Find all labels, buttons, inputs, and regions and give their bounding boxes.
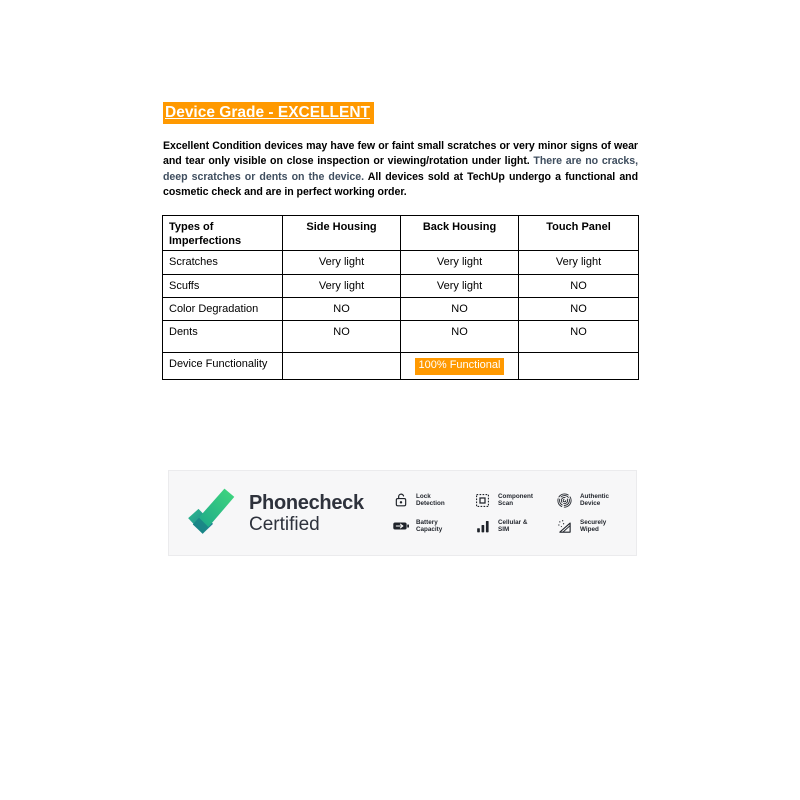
table-cell: NO xyxy=(283,298,401,321)
wipe-icon xyxy=(556,518,573,535)
table-cell xyxy=(283,353,401,380)
phonecheck-brand xyxy=(249,492,364,535)
table-row-scratches xyxy=(163,251,639,275)
component-scan-icon xyxy=(474,492,491,509)
feature-label: Cellular & SIM xyxy=(498,518,528,533)
page-title-text: Device Grade - EXCELLENT xyxy=(163,102,374,124)
table-header-row xyxy=(163,216,639,251)
table-cell: NO xyxy=(519,321,639,353)
description-segment: Excellent Condition devices may have few or faint small scratches or very minor signs of wear and tear only visible on close inspection or viewing/rotation under light. xyxy=(163,140,638,168)
phonecheck-logo xyxy=(184,485,364,541)
fingerprint-icon xyxy=(556,492,573,509)
table-cell: NO xyxy=(401,298,519,321)
page-title xyxy=(163,103,374,123)
row-label: Color Degradation xyxy=(163,298,283,321)
battery-icon xyxy=(392,518,409,535)
table-cell: NO xyxy=(283,321,401,353)
table-row-scuffs xyxy=(163,275,639,298)
table-row-dents xyxy=(163,321,639,353)
table-cell: Very light xyxy=(401,275,519,298)
functional-highlight: 100% Functional xyxy=(415,358,505,375)
feature-cellular-sim xyxy=(474,518,538,535)
feature-authentic-device xyxy=(556,492,620,509)
table-cell: NO xyxy=(519,298,639,321)
phonecheck-certified-panel xyxy=(168,470,637,556)
table-cell xyxy=(519,353,639,380)
table-cell: NO xyxy=(519,275,639,298)
certification-features xyxy=(392,492,620,535)
imperfections-table xyxy=(162,215,639,380)
signal-bars-icon xyxy=(474,518,491,535)
column-header-back-housing: Back Housing xyxy=(401,216,519,251)
feature-lock-detection xyxy=(392,492,456,509)
feature-securely-wiped xyxy=(556,518,620,535)
feature-label: Securely Wiped xyxy=(580,518,607,533)
lock-icon xyxy=(392,492,409,509)
feature-component-scan xyxy=(474,492,538,509)
table-cell: Very light xyxy=(401,251,519,275)
column-header-side-housing: Side Housing xyxy=(283,216,401,251)
table-cell xyxy=(401,353,519,380)
description-segment-gray: There are no cracks, deep scratches or dents on the device. xyxy=(163,155,638,183)
row-label: Dents xyxy=(163,321,283,353)
table-cell: Very light xyxy=(283,251,401,275)
certified-text: Certified xyxy=(249,513,320,535)
feature-battery-capacity xyxy=(392,518,456,535)
phonecheck-brand-text: Phonecheck xyxy=(249,491,364,514)
description-segment: All devices sold at TechUp undergo a functional and cosmetic check and are in perfect working order. xyxy=(163,170,639,199)
description-paragraph xyxy=(163,139,638,201)
feature-label: Battery Capacity xyxy=(416,518,443,533)
table-row-color-degradation xyxy=(163,298,639,321)
table-cell: NO xyxy=(401,321,519,353)
feature-label: Lock Detection xyxy=(416,492,445,507)
column-header-touch-panel: Touch Panel xyxy=(519,216,639,251)
feature-label: Authentic Device xyxy=(580,492,610,507)
column-header-types: Types of Imperfections xyxy=(163,216,283,251)
row-label: Scuffs xyxy=(163,275,283,298)
checkmark-icon xyxy=(184,485,240,541)
table-row-device-functionality xyxy=(163,353,639,380)
row-label: Scratches xyxy=(163,251,283,275)
feature-label: Component Scan xyxy=(498,492,533,507)
table-cell: Very light xyxy=(519,251,639,275)
row-label: Device Functionality xyxy=(163,353,283,380)
table-cell: Very light xyxy=(283,275,401,298)
